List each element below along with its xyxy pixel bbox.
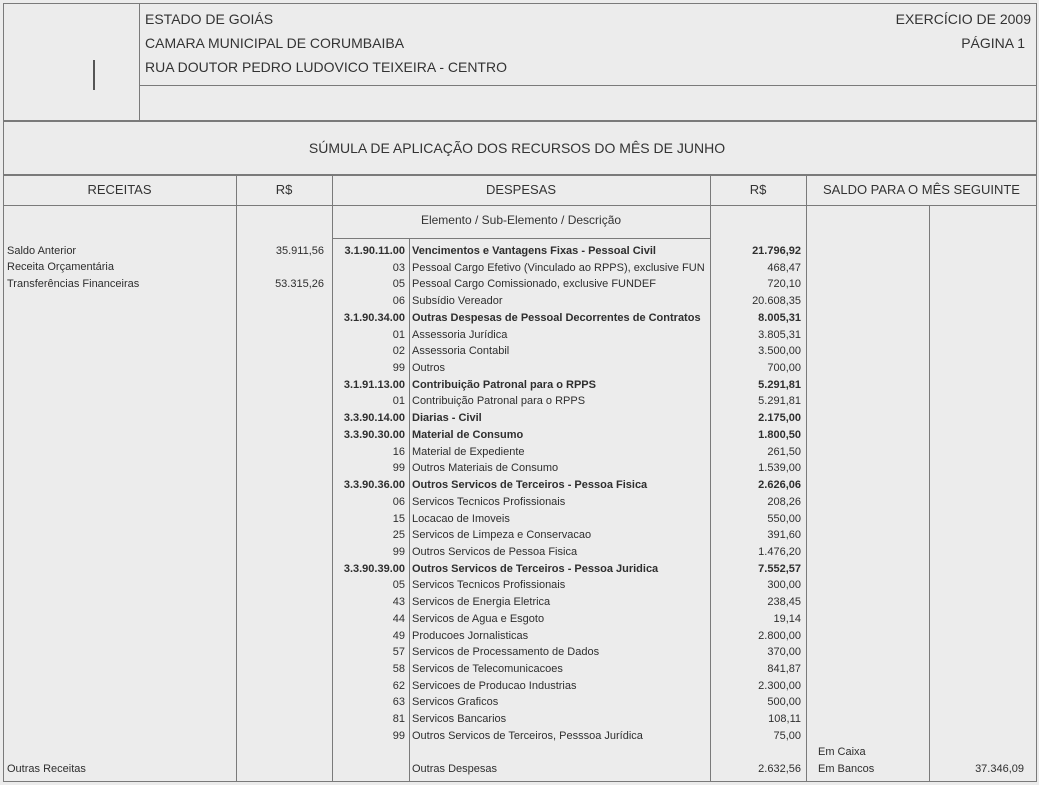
despesa-value: 720,10 [767, 278, 801, 290]
despesa-value: 550,00 [767, 513, 801, 525]
header-pagina: PÁGINA 1 [961, 35, 1025, 51]
header-divider-horizontal [139, 85, 1037, 86]
despesa-description: Servicos de Agua e Esgoto [412, 613, 545, 625]
despesa-code: 02 [392, 345, 405, 357]
despesa-value: 108,11 [768, 713, 801, 725]
col-header-saldo: SALDO PARA O MÊS SEGUINTE [823, 182, 1020, 197]
col-header-rs1: R$ [275, 182, 293, 197]
despesa-code: 25 [392, 529, 405, 541]
despesa-value: 370,00 [767, 646, 801, 658]
despesa-code: 3.1.90.11.00 [344, 245, 405, 257]
despesa-description: Diarias - Civil [412, 412, 482, 424]
despesa-code: 3.1.90.34.00 [343, 312, 405, 324]
despesa-value: 500,00 [767, 696, 801, 708]
code-desc-divider [409, 238, 410, 782]
despesa-value: 20.608,35 [752, 295, 801, 307]
despesa-code: 06 [392, 496, 405, 508]
despesa-description: Assessoria Jurídica [412, 329, 508, 341]
despesa-description: Material de Expediente [412, 446, 525, 458]
despesa-description: Locacao de Imoveis [412, 513, 510, 525]
despesa-value: 1.539,00 [758, 462, 801, 474]
outras-receitas-label: Outras Receitas [7, 763, 86, 775]
despesa-value: 468,47 [767, 262, 801, 274]
despesa-value: 261,50 [767, 446, 801, 458]
col-header-despesas: DESPESAS [485, 182, 557, 197]
despesa-code: 62 [392, 680, 405, 692]
despesa-code: 05 [392, 278, 405, 290]
despesa-description: Contribuição Patronal para o RPPS [412, 379, 596, 391]
subheader-line [332, 238, 710, 239]
em-bancos-label: Em Bancos [818, 763, 875, 775]
despesa-code: 44 [392, 613, 405, 625]
despesa-description: Outros [412, 362, 446, 374]
despesa-value: 19,14 [773, 613, 801, 625]
despesa-value: 75,00 [773, 730, 801, 742]
despesa-value: 7.552,57 [758, 563, 801, 575]
header-exercicio: EXERCÍCIO DE 2009 [895, 11, 1031, 27]
despesa-description: Pessoal Cargo Comissionado, exclusive FUNDEF [412, 278, 656, 290]
despesa-code: 57 [392, 646, 405, 658]
despesa-code: 3.3.90.36.00 [343, 479, 405, 491]
despesa-description: Outras Despesas de Pessoal Decorrentes de Contratos [412, 312, 701, 324]
logo-mark [93, 60, 95, 90]
despesa-code: 01 [392, 395, 405, 407]
despesa-code: 99 [392, 546, 405, 558]
despesa-code: 05 [392, 579, 405, 591]
despesa-description: Subsídio Vereador [412, 295, 503, 307]
despesa-code: 15 [392, 513, 405, 525]
despesa-code: 03 [392, 262, 405, 274]
despesa-code: 3.3.90.39.00 [343, 563, 405, 575]
despesa-code: 49 [392, 630, 405, 642]
despesa-description: Assessoria Contabil [412, 345, 510, 357]
despesa-value: 2.175,00 [758, 412, 801, 424]
despesa-code: 99 [392, 730, 405, 742]
despesa-code: 06 [392, 295, 405, 307]
despesa-description: Servicoes de Producao Industrias [412, 680, 577, 692]
despesa-description: Vencimentos e Vantagens Fixas - Pessoal Civil [412, 245, 656, 257]
despesa-value: 3.500,00 [758, 345, 801, 357]
receita-value: 53.315,26 [275, 278, 324, 290]
despesa-value: 5.291,81 [758, 395, 801, 407]
despesa-value: 841,87 [767, 663, 801, 675]
despesa-description: Outros Servicos de Terceiros - Pessoa Fisica [412, 479, 648, 491]
despesa-value: 5.291,81 [758, 379, 801, 391]
col-divider-5 [929, 205, 930, 782]
header-state: ESTADO DE GOIÁS [145, 11, 274, 27]
despesa-code: 16 [392, 446, 405, 458]
page-title: SÚMULA DE APLICAÇÃO DOS RECURSOS DO MÊS DE JUNHO [308, 140, 726, 156]
receita-label: Receita Orçamentária [7, 261, 114, 273]
col-divider-4 [806, 175, 807, 782]
despesa-value: 1.800,50 [758, 429, 801, 441]
table-header-line [3, 205, 1037, 206]
col-divider-3 [710, 175, 711, 782]
despesa-description: Outros Materiais de Consumo [412, 462, 559, 474]
despesa-description: Outros Servicos de Terceiros, Pesssoa Jurídica [412, 730, 643, 742]
em-bancos-value: 37.346,09 [975, 763, 1024, 775]
despesa-description: Servicos Tecnicos Profissionais [412, 496, 566, 508]
despesa-description: Servicos Graficos [412, 696, 499, 708]
despesa-value: 700,00 [767, 362, 801, 374]
despesa-code: 3.1.91.13.00 [343, 379, 405, 391]
despesa-value: 3.805,31 [758, 329, 801, 341]
despesa-description: Material de Consumo [412, 429, 524, 441]
outras-despesas-value: 2.632,56 [758, 763, 801, 775]
receita-label: Transferências Financeiras [7, 278, 140, 290]
despesa-description: Servicos Bancarios [412, 713, 507, 725]
despesa-description: Producoes Jornalisticas [412, 630, 529, 642]
header-chamber: CAMARA MUNICIPAL DE CORUMBAIBA [145, 35, 405, 51]
despesa-value: 21.796,92 [752, 245, 801, 257]
receita-value [237, 259, 324, 275]
despesa-value: 300,00 [767, 579, 801, 591]
despesa-description: Pessoal Cargo Efetivo (Vinculado ao RPPS), exclusive FUN [412, 262, 705, 274]
despesa-code: 58 [392, 663, 405, 675]
outras-despesas-label: Outras Despesas [412, 763, 497, 775]
despesa-description: Servicos Tecnicos Profissionais [412, 579, 566, 591]
col-header-receitas: RECEITAS [87, 182, 152, 197]
despesa-code: 99 [392, 362, 405, 374]
despesa-value: 208,26 [767, 496, 801, 508]
despesa-value: 2.300,00 [758, 680, 801, 692]
despesa-value: 2.800,00 [758, 630, 801, 642]
despesa-code: 63 [392, 696, 405, 708]
despesa-value: 391,60 [767, 529, 801, 541]
despesa-code: 3.3.90.14.00 [343, 412, 405, 424]
despesa-code: 3.3.90.30.00 [343, 429, 405, 441]
receita-value: 35.911,56 [275, 245, 324, 257]
despesa-description: Servicos de Telecomunicacoes [412, 663, 563, 675]
despesa-code: 99 [392, 462, 405, 474]
despesa-value: 1.476,20 [758, 546, 801, 558]
receita-label: Saldo Anterior [7, 245, 77, 257]
despesa-value: 8.005,31 [758, 312, 801, 324]
despesa-value: 238,45 [767, 596, 801, 608]
despesa-code: 43 [392, 596, 405, 608]
despesa-code: 01 [392, 329, 405, 341]
despesa-description: Outros Servicos de Pessoa Fisica [412, 546, 578, 558]
header-divider-vertical [139, 3, 140, 121]
despesa-value: 2.626,06 [758, 479, 801, 491]
despesa-description: Servicos de Processamento de Dados [412, 646, 600, 658]
em-caixa-label: Em Caixa [818, 746, 866, 758]
despesa-description: Servicos de Limpeza e Conservacao [412, 529, 592, 541]
despesa-code: 81 [392, 713, 405, 725]
header-address: RUA DOUTOR PEDRO LUDOVICO TEIXEIRA - CENTRO [145, 59, 507, 75]
subheader-element: Elemento / Sub-Elemento / Descrição [420, 213, 622, 227]
despesa-description: Outros Servicos de Terceiros - Pessoa Juridica [412, 563, 659, 575]
despesa-description: Servicos de Energia Eletrica [412, 596, 551, 608]
despesa-description: Contribuição Patronal para o RPPS [412, 395, 586, 407]
col-header-rs2: R$ [749, 182, 767, 197]
